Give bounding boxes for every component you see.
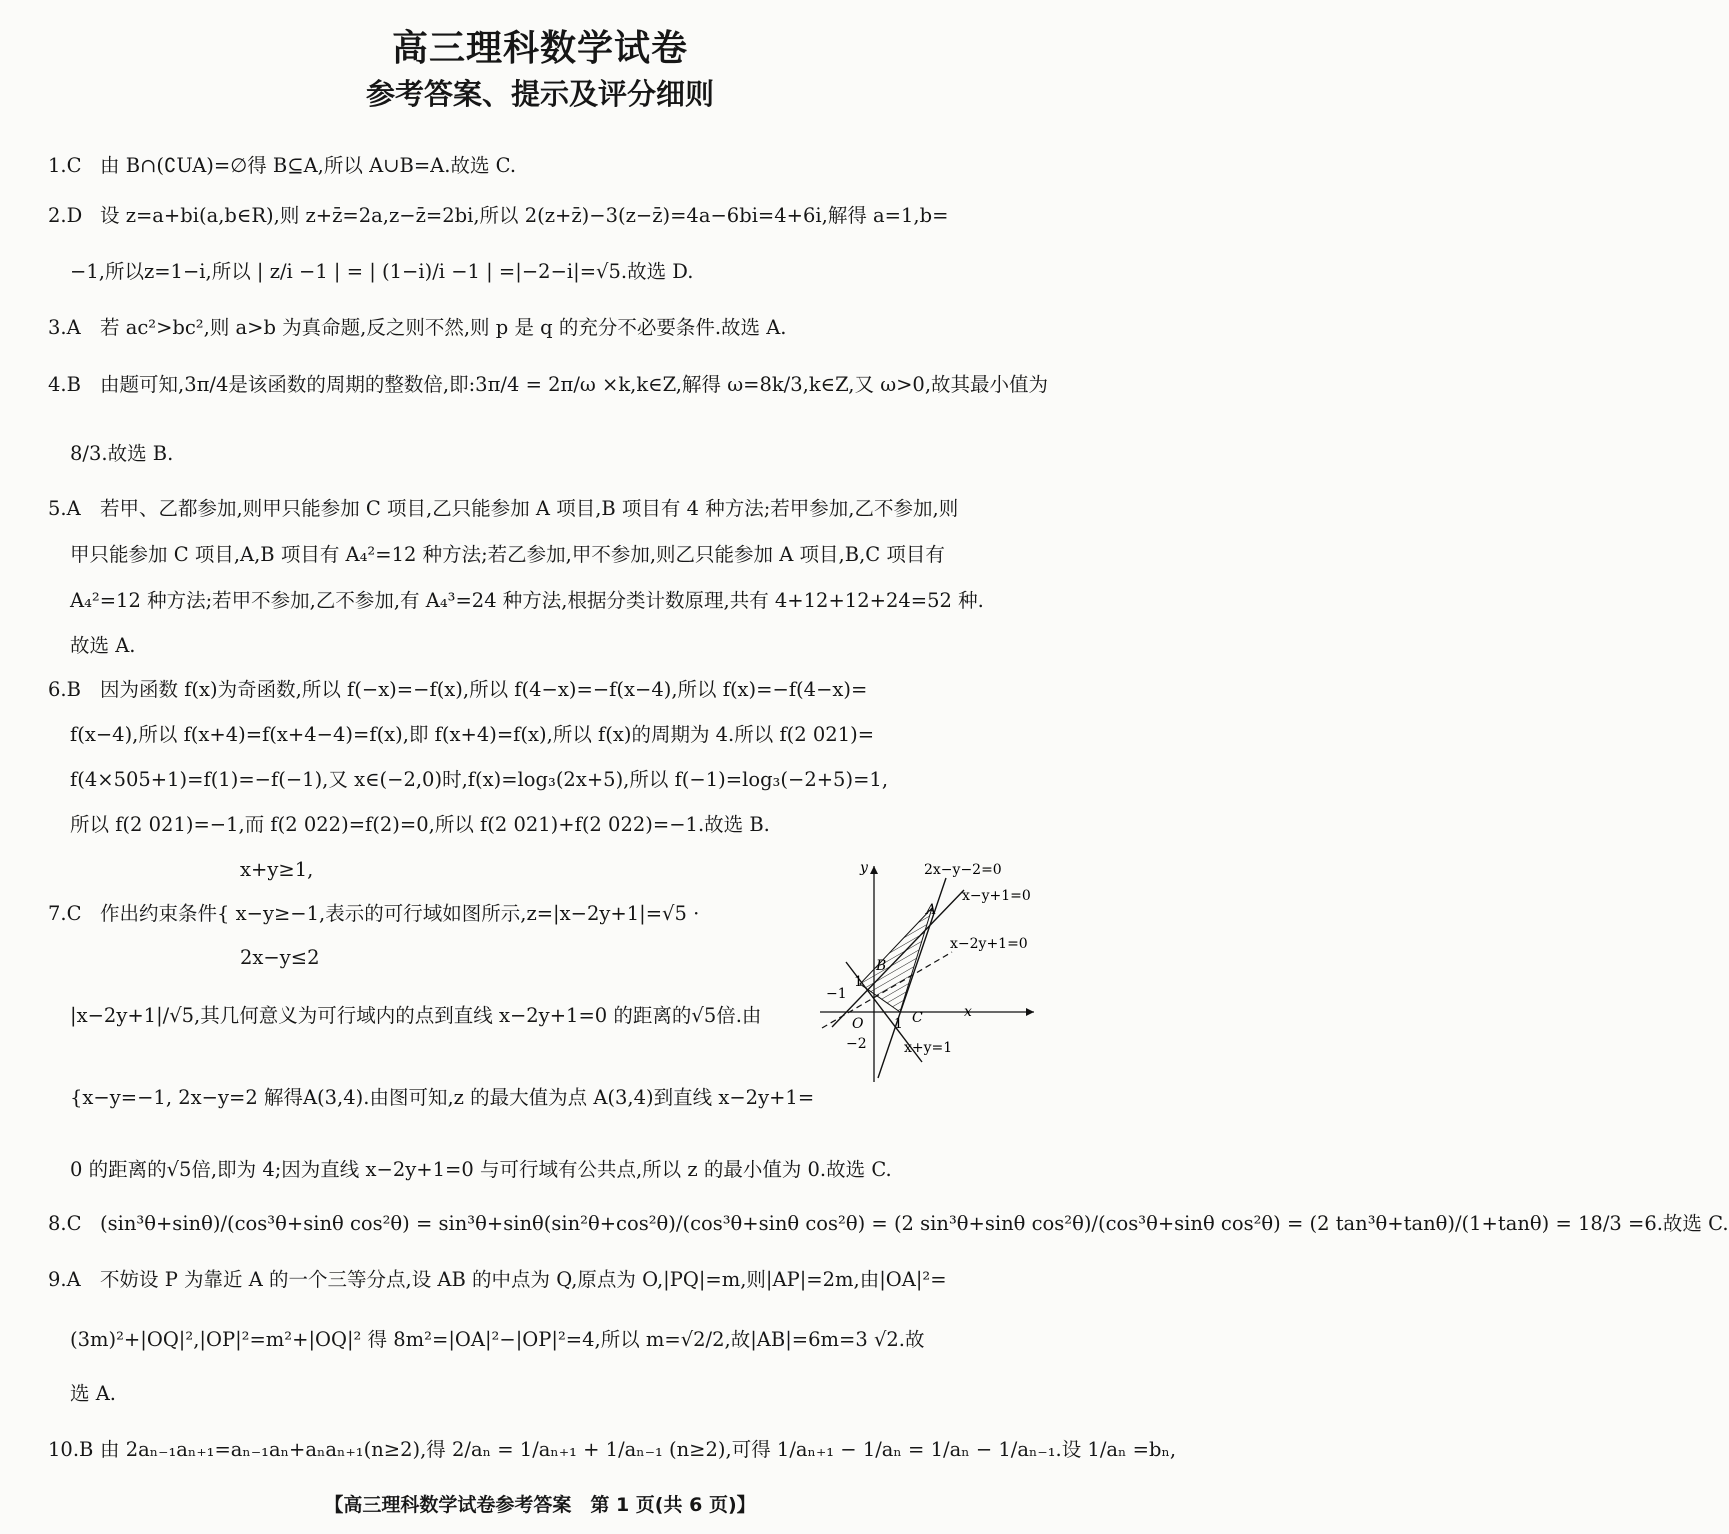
answer-4-line-2: 8/3.故选 B. [70,442,174,465]
answer-text: 由 2aₙ₋₁aₙ₊₁=aₙ₋₁aₙ+aₙaₙ₊₁(n≥2),得 2/aₙ = 1/aₙ₊₁ + 1/aₙ₋₁ (n≥2),可得 1/aₙ₊₁ − 1/aₙ = 1/aₙ − 1/aₙ₋₁.设 1/aₙ =bₙ, [100,1438,1177,1461]
answer-9-line-2: (3m)²+|OQ|²,|OP|²=m²+|OQ|² 得 8m²=|OA|²−|OP|²=4,所以 m=√2/2,故|AB|=6m=3 √2.故 [70,1328,925,1351]
answer-number: 2.D [48,204,83,227]
answer-8 [48,1210,1729,1238]
answer-7-line-6: 0 的距离的√5倍,即为 4;因为直线 x−2y+1=0 与可行域有公共点,所以 z 的最小值为 0.故选 C. [70,1158,892,1181]
answer-2 [48,202,1040,230]
answer-3 [48,314,1040,342]
answer-2-line-2: −1,所以z=1−i,所以 | z/i −1 | = | (1−i)/i −1 | =|−2−i|=√5.故选 D. [70,260,694,283]
line-label-4: x+y=1 [904,1040,953,1056]
point-a-label: A [926,902,937,918]
x-axis-arrow [1026,1008,1034,1016]
answer-7-constraint-1: x+y≥1, [240,858,314,881]
answer-6-line-4: 所以 f(2 021)=−1,而 f(2 022)=f(2)=0,所以 f(2 021)+f(2 022)=−1.故选 B. [70,813,770,836]
answer-9-line-3: 选 A. [70,1382,116,1405]
answer-text: 若甲、乙都参加,则甲只能参加 C 项目,乙只能参加 A 项目,B 项目有 4 种方法;若甲参加,乙不参加,则 [100,497,959,520]
answer-6-line-3: f(4×505+1)=f(1)=−f(−1),又 x∈(−2,0)时,f(x)=log₃(2x+5),所以 f(−1)=log₃(−2+5)=1, [70,768,889,791]
answer-5-line-3: A₄²=12 种方法;若甲不参加,乙不参加,有 A₄³=24 种方法,根据分类计数原理,共有 4+12+12+24=52 种. [70,589,984,612]
answer-number: 10.B [48,1438,94,1461]
answer-number: 5.A [48,497,81,520]
line-label-3: x−2y+1=0 [950,936,1028,952]
y-tick-1: 1 [854,974,863,990]
answer-text: 设 z=a+bi(a,b∈R),则 z+z̄=2a,z−z̄=2bi,所以 2(z+z̄)−3(z−z̄)=4a−6bi=4+6i,解得 a=1,b= [100,204,949,227]
answer-text: 因为函数 f(x)为奇函数,所以 f(−x)=−f(x),所以 f(4−x)=−f(x−4),所以 f(x)=−f(4−x)= [100,678,868,701]
x-axis-label: x [964,1004,972,1020]
answer-text: 作出约束条件{ x−y≥−1,表示的可行域如图所示,z=|x−2y+1|=√5 · [100,902,700,925]
feasible-region-diagram [812,852,1044,1092]
answer-text: 由 B∩(∁UA)=∅得 B⊆A,所以 A∪B=A.故选 C. [100,154,517,177]
point-c-label: C [912,1010,923,1026]
answer-text: 不妨设 P 为靠近 A 的一个三等分点,设 AB 的中点为 Q,原点为 O,|PQ|=m,则|AP|=2m,由|OA|²= [100,1268,947,1291]
answer-number: 6.B [48,678,81,701]
point-b-label: B [876,958,887,974]
answer-9 [48,1266,1040,1294]
answer-7 [48,900,800,928]
answer-number: 4.B [48,373,81,396]
answer-5 [48,495,1040,523]
answer-number: 9.A [48,1268,81,1291]
page-subtitle: 参考答案、提示及评分细则 [365,77,714,111]
line-label-2: x−y+1=0 [962,888,1031,904]
page-footer: 【高三理科数学试卷参考答案 第 1 页(共 6 页)】 [324,1494,756,1516]
answer-4 [48,371,1049,399]
origin-label: O [852,1016,864,1032]
answer-10 [48,1436,1177,1464]
feasible-region-figure [812,852,1044,1092]
answer-6 [48,676,1040,704]
answer-5-line-4: 故选 A. [70,634,136,657]
answer-number: 8.C [48,1212,82,1235]
y-tick-neg2: −2 [846,1036,867,1052]
x-tick-1: 1 [894,1016,903,1032]
x-tick-neg1: −1 [826,986,847,1002]
answer-number: 7.C [48,902,82,925]
answer-text: 由题可知,3π/4是该函数的周期的整数倍,即:3π/4 = 2π/ω ×k,k∈Z,解得 ω=8k/3,k∈Z,又 ω>0,故其最小值为 [100,373,1049,396]
y-axis-label: y [860,860,868,876]
answer-7-line-5: {x−y=−1, 2x−y=2 解得A(3,4).由图可知,z 的最大值为点 A(3,4)到直线 x−2y+1= [70,1086,815,1109]
answer-number: 1.C [48,154,82,177]
line-label-1: 2x−y−2=0 [924,862,1002,878]
answer-text: (sin³θ+sinθ)/(cos³θ+sinθ cos²θ) = sin³θ+sinθ(sin²θ+cos²θ)/(cos³θ+sinθ cos²θ) = (2 sin³θ+sinθ cos²θ)/(cos³θ+sinθ cos²θ) = (2 tan³θ+tanθ)/(1+tanθ) = 18/3 =6.故选 C. [100,1212,1729,1235]
page-title: 高三理科数学试卷 [391,28,688,69]
answer-7-constraint-3: 2x−y≤2 [240,946,320,969]
answer-number: 3.A [48,316,81,339]
answer-text: 若 ac²>bc²,则 a>b 为真命题,反之则不然,则 p 是 q 的充分不必要条件.故选 A. [100,316,787,339]
answer-6-line-2: f(x−4),所以 f(x+4)=f(x+4−4)=f(x),即 f(x+4)=f(x),所以 f(x)的周期为 4.所以 f(2 021)= [70,723,875,746]
answer-5-line-2: 甲只能参加 C 项目,A,B 项目有 A₄²=12 种方法;若乙参加,甲不参加,则乙只能参加 A 项目,B,C 项目有 [70,543,945,566]
answer-7-line-4: |x−2y+1|/√5,其几何意义为可行域内的点到直线 x−2y+1=0 的距离的√5倍.由 [70,1004,762,1027]
answer-1 [48,152,1040,180]
y-axis-arrow [870,866,878,874]
